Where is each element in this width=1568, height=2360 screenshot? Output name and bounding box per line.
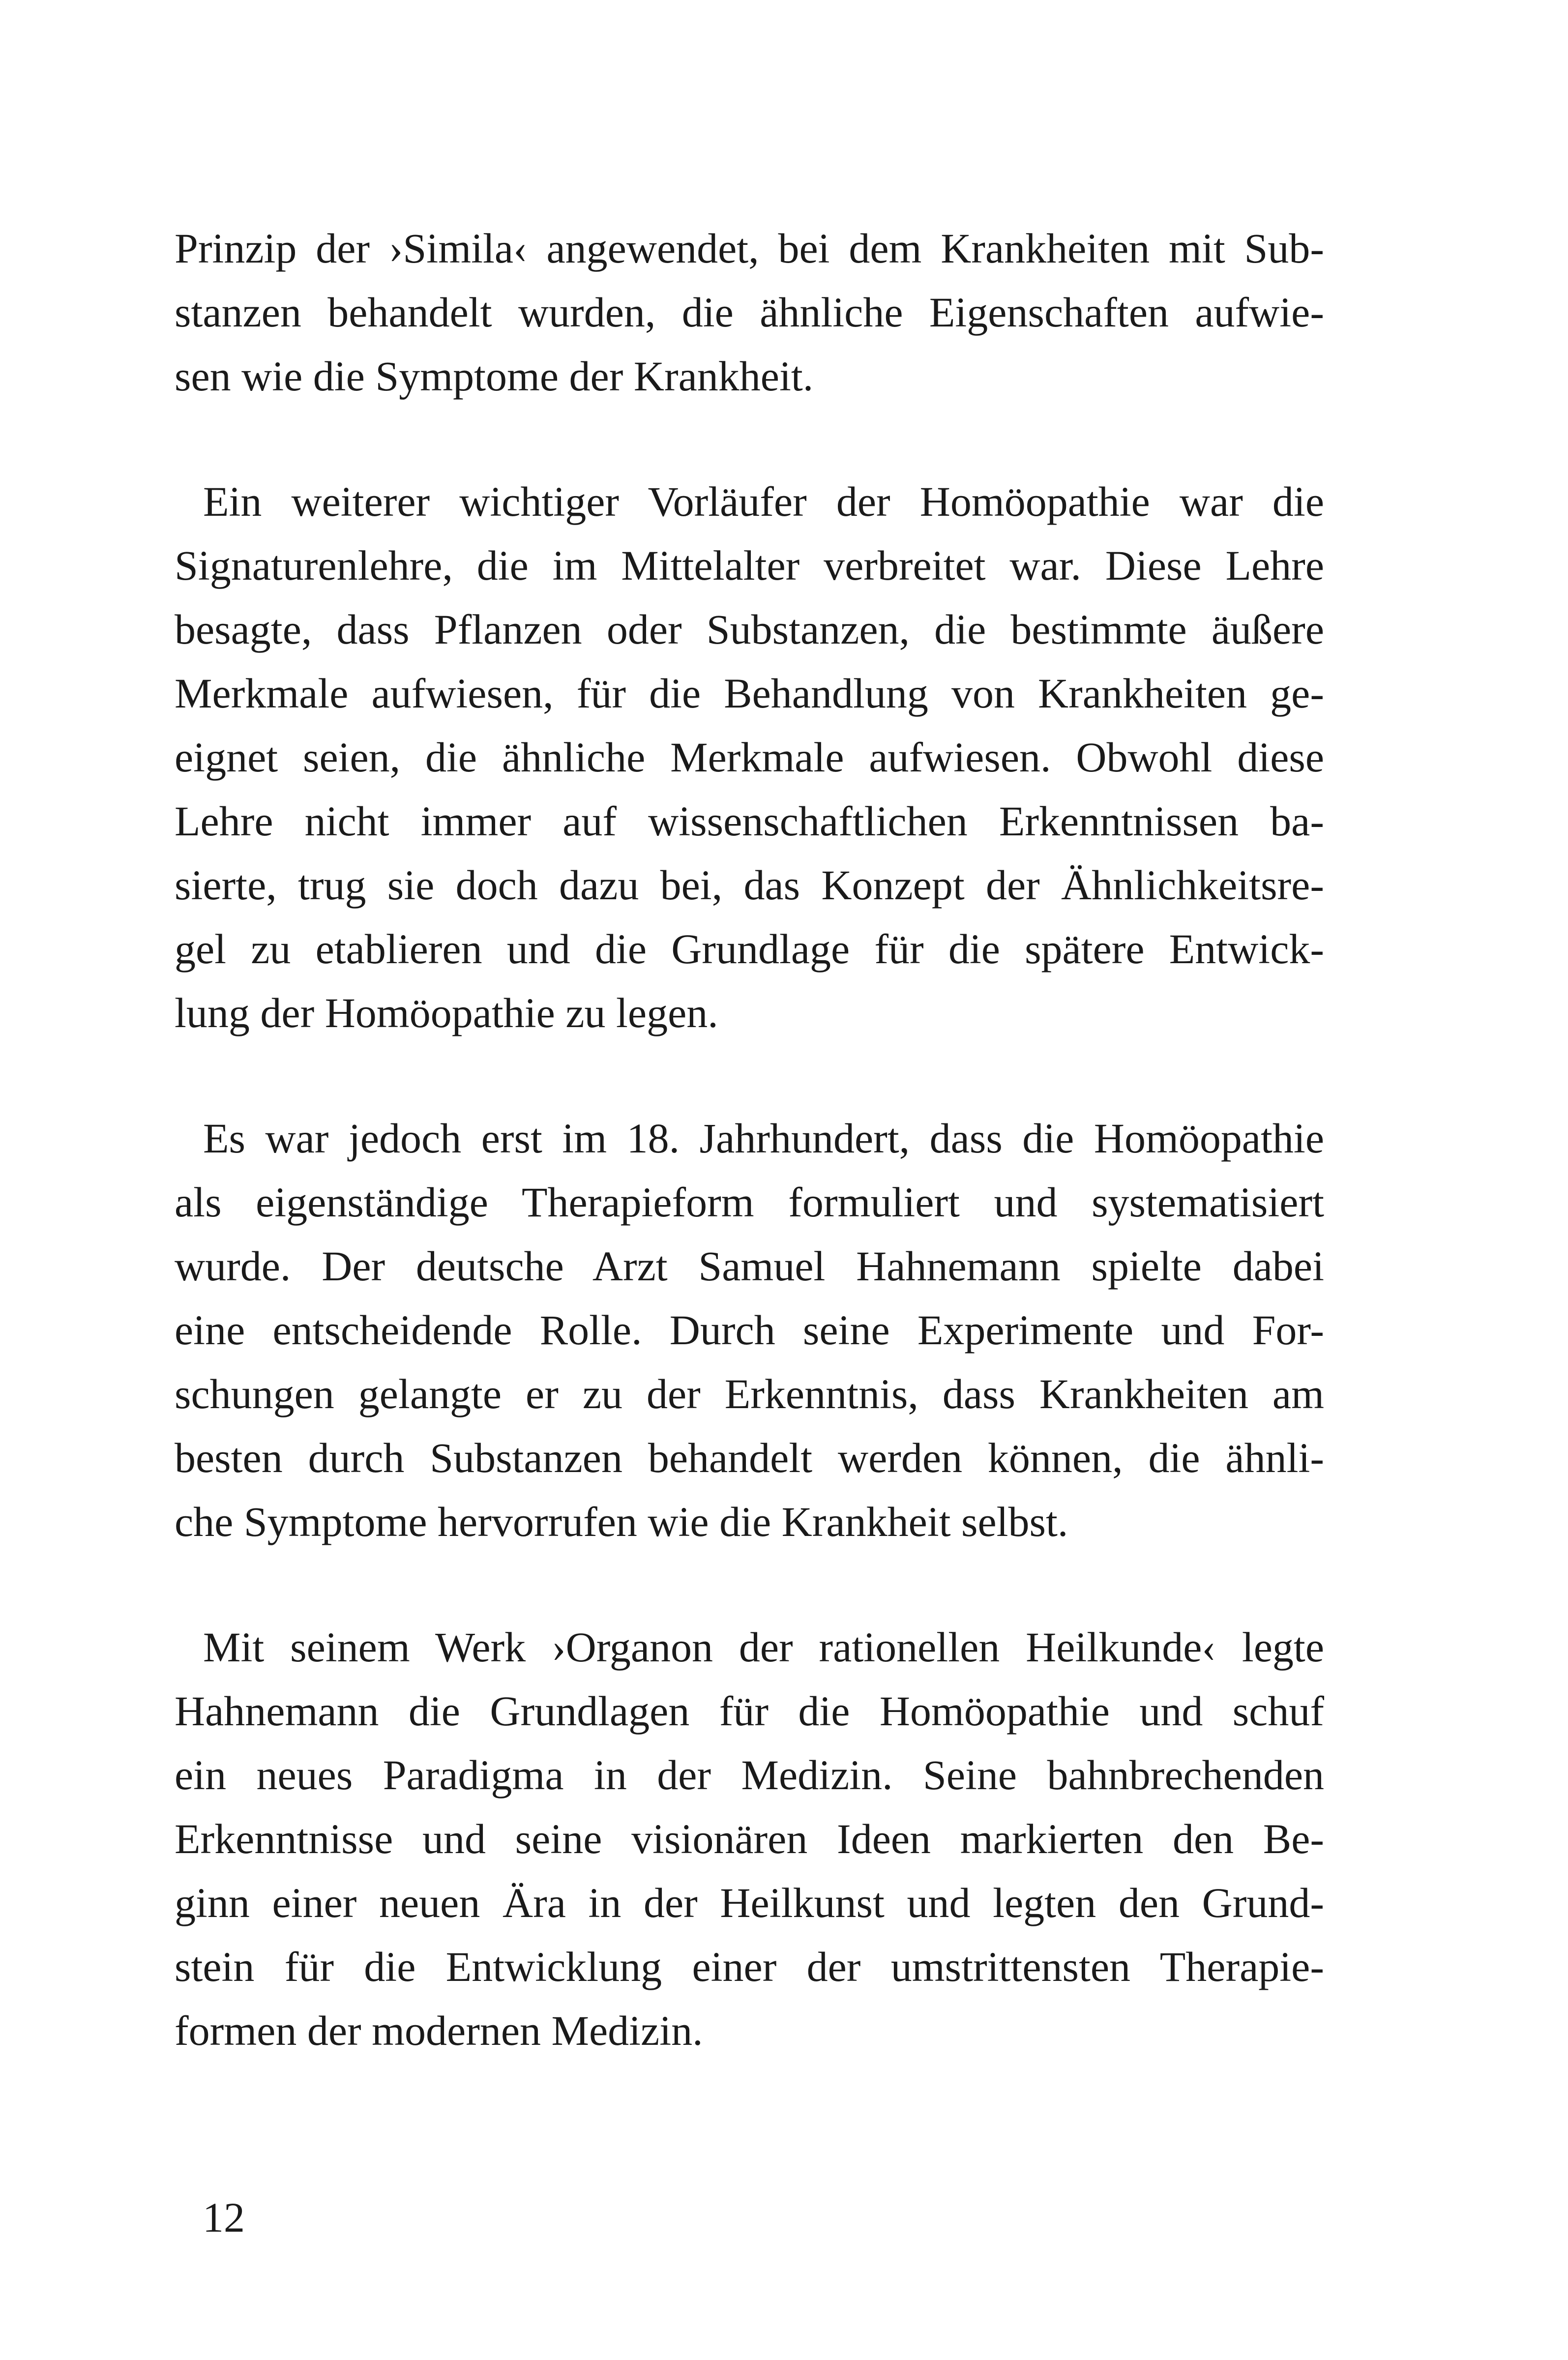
text-line: eignet seien, die ähnliche Merkmale aufwiesen. Obwohl diese: [175, 734, 1324, 781]
paragraph: [175, 216, 1324, 408]
text-line: Ein weiterer wichtiger Vorläufer der Homöopathie war die: [203, 478, 1324, 525]
paragraph: [175, 1615, 1324, 2063]
text-line: Erkenntnisse und seine visionären Ideen markierten den Be-: [175, 1815, 1324, 1862]
text-line: sen wie die Symptome der Krankheit.: [175, 353, 814, 400]
text-line: eine entscheidende Rolle. Durch seine Experimente und For-: [175, 1306, 1324, 1354]
body-text: [175, 216, 1324, 2063]
text-line: stanzen behandelt wurden, die ähnliche Eigenschaften aufwie-: [175, 289, 1324, 336]
text-line: Merkmale aufwiesen, für die Behandlung von Krankheiten ge-: [175, 670, 1324, 717]
text-line: schungen gelangte er zu der Erkenntnis, dass Krankheiten am: [175, 1370, 1324, 1417]
paragraph-gap: [175, 1554, 1324, 1615]
text-line: besagte, dass Pflanzen oder Substanzen, die bestimmte äußere: [175, 606, 1324, 653]
text-line: wurde. Der deutsche Arzt Samuel Hahnemann spielte dabei: [175, 1242, 1324, 1290]
text-line: Hahnemann die Grundlagen für die Homöopathie und schuf: [175, 1687, 1324, 1735]
text-line: Mit seinem Werk ›Organon der rationellen Heilkunde‹ legte: [203, 1623, 1324, 1671]
text-line: Es war jedoch erst im 18. Jahrhundert, dass die Homöopathie: [203, 1115, 1324, 1162]
paragraph: [175, 470, 1324, 1045]
text-line: ginn einer neuen Ära in der Heilkunst und legten den Grund-: [175, 1879, 1324, 1926]
text-line: als eigenständige Therapieform formuliert und systematisiert: [175, 1179, 1324, 1226]
text-line: besten durch Substanzen behandelt werden können, die ähnli-: [175, 1434, 1324, 1481]
paragraph: [175, 1106, 1324, 1554]
paragraph-gap: [175, 1045, 1324, 1106]
page-number: 12: [203, 2194, 245, 2241]
text-line: Signaturenlehre, die im Mittelalter verbreitet war. Diese Lehre: [175, 542, 1324, 589]
text-line: Prinzip der ›Simila‹ angewendet, bei dem Krankheiten mit Sub-: [175, 225, 1324, 272]
text-line: sierte, trug sie doch dazu bei, das Konzept der Ähnlichkeitsre-: [175, 861, 1324, 909]
paragraph-gap: [175, 408, 1324, 470]
text-line: ein neues Paradigma in der Medizin. Seine bahnbrechenden: [175, 1751, 1324, 1799]
text-line: stein für die Entwicklung einer der umstrittensten Therapie-: [175, 1943, 1324, 1990]
text-line: lung der Homöopathie zu legen.: [175, 989, 718, 1036]
text-line: gel zu etablieren und die Grundlage für die spätere Entwick-: [175, 925, 1324, 973]
text-line: Lehre nicht immer auf wissenschaftlichen Erkenntnissen ba-: [175, 797, 1324, 845]
text-line: che Symptome hervorrufen wie die Krankheit selbst.: [175, 1498, 1068, 1545]
text-line: formen der modernen Medizin.: [175, 2007, 703, 2054]
